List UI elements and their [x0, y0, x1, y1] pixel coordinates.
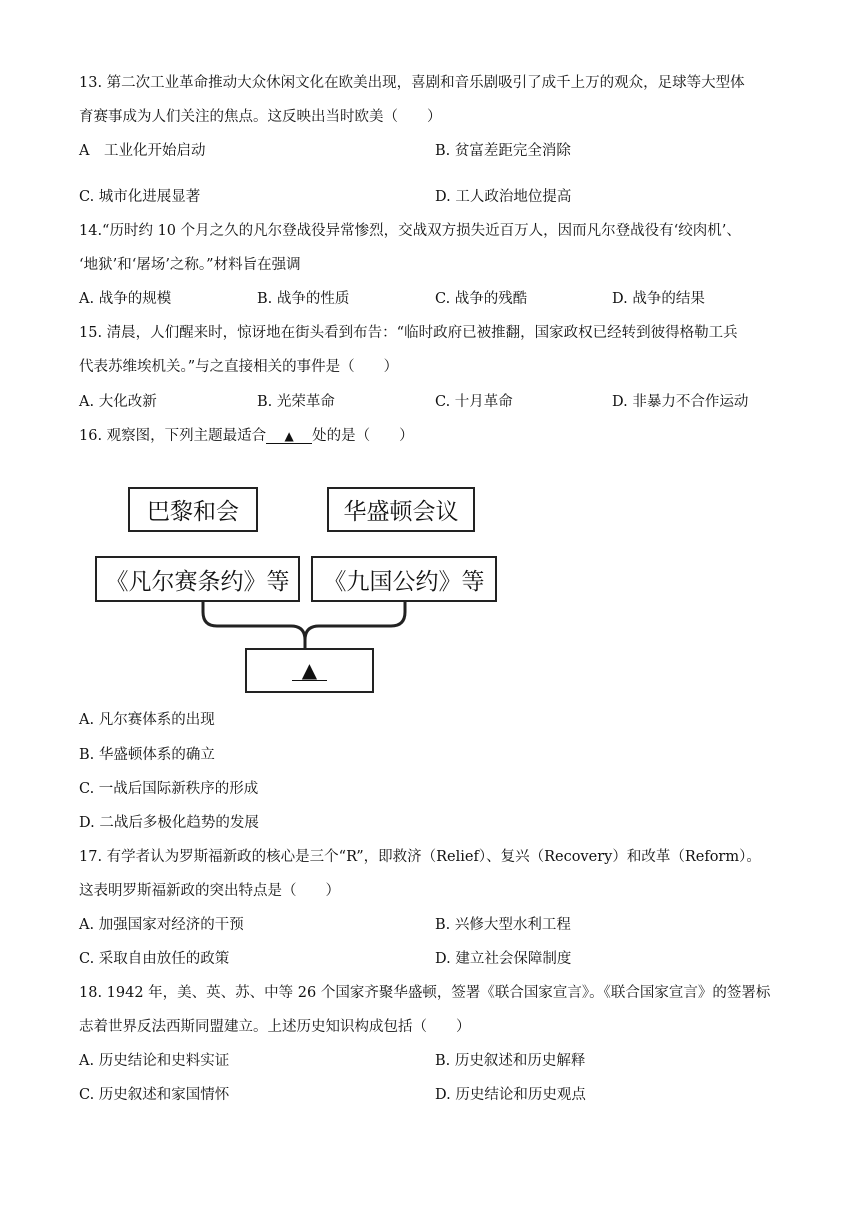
q15-stem-line2: 代表苏维埃机关。”与之直接相关的事件是（ ） [79, 359, 399, 375]
q13-option-a[interactable]: A 工业化开始启动 [79, 143, 206, 159]
q17-option-d[interactable]: D. 建立社会保障制度 [435, 951, 572, 967]
q14-stem-line1: 14.“历时约 10 个月之久的凡尔登战役异常惨烈，交战双方损失近百万人，因而凡尔登战役有‘绞肉机’、 [79, 223, 741, 239]
q16-option-a[interactable]: A. 凡尔赛体系的出现 [79, 712, 215, 728]
diagram-box-washington-conference: 华盛顿会议 [327, 487, 475, 532]
q13-option-d[interactable]: D. 工人政治地位提高 [435, 189, 572, 205]
q13-stem-line2: 育赛事成为人们关注的焦点。这反映出当时欧美（ ） [79, 109, 442, 125]
q18-stem-line1: 18. 1942 年，美、英、苏、中等 26 个国家齐聚华盛顿，签署《联合国家宣言》。《联合国家宣言》的签署标 [79, 985, 771, 1001]
diagram-box-paris-conference: 巴黎和会 [128, 487, 258, 532]
q16-stem [79, 426, 414, 446]
diagram-box-versailles-treaty: 《凡尔赛条约》等 [95, 556, 300, 602]
q16-option-d[interactable]: D. 二战后多极化趋势的发展 [79, 815, 259, 831]
triangle-icon: ▲ [292, 660, 327, 681]
q15-option-b[interactable]: B. 光荣革命 [257, 394, 335, 410]
diagram-box-answer [245, 648, 374, 693]
q14-option-c[interactable]: C. 战争的残酷 [435, 291, 528, 307]
q17-stem-line1: 17. 有学者认为罗斯福新政的核心是三个“R”，即救济（Relief）、复兴（Recovery）和改革（Reform）。 [79, 849, 761, 865]
q15-option-a[interactable]: A. 大化改新 [79, 394, 157, 410]
q13-option-b[interactable]: B. 贫富差距完全消除 [435, 143, 571, 159]
q15-option-d[interactable]: D. 非暴力不合作运动 [612, 394, 749, 410]
q16-blank: ▲ [266, 429, 312, 444]
q18-option-b[interactable]: B. 历史叙述和历史解释 [435, 1053, 586, 1069]
connector-right [305, 600, 405, 640]
connector-left [203, 600, 305, 648]
q13-option-c[interactable]: C. 城市化进展显著 [79, 189, 201, 205]
q15-option-c[interactable]: C. 十月革命 [435, 394, 513, 410]
q13-stem-line1: 13. 第二次工业革命推动大众休闲文化在欧美出现，喜剧和音乐剧吸引了成千上万的观众，足球等大型体 [79, 75, 745, 91]
q14-option-b[interactable]: B. 战争的性质 [257, 291, 350, 307]
q17-option-c[interactable]: C. 采取自由放任的政策 [79, 951, 230, 967]
q16-option-c[interactable]: C. 一战后国际新秩序的形成 [79, 781, 259, 797]
diagram-box-nine-power-treaty: 《九国公约》等 [311, 556, 497, 602]
q18-option-d[interactable]: D. 历史结论和历史观点 [435, 1087, 586, 1103]
q14-option-d[interactable]: D. 战争的结果 [612, 291, 705, 307]
q15-stem-line1: 15. 清晨，人们醒来时，惊讶地在街头看到布告：“临时政府已被推翻，国家政权已经转到彼得格勒工兵 [79, 325, 738, 341]
q17-option-a[interactable]: A. 加强国家对经济的干预 [79, 917, 244, 933]
q18-option-a[interactable]: A. 历史结论和史料实证 [79, 1053, 230, 1069]
q16-option-b[interactable]: B. 华盛顿体系的确立 [79, 747, 215, 763]
q18-option-c[interactable]: C. 历史叙述和家国情怀 [79, 1087, 230, 1103]
q17-stem-line2: 这表明罗斯福新政的突出特点是（ ） [79, 883, 340, 899]
q18-stem-line2: 志着世界反法西斯同盟建立。上述历史知识构成包括（ ） [79, 1019, 471, 1035]
q14-option-a[interactable]: A. 战争的规模 [79, 291, 172, 307]
q16-stem-suffix: 处的是（ ） [312, 428, 414, 444]
q16-stem-prefix: 16. 观察图，下列主题最适合 [79, 428, 267, 444]
q14-stem-line2: ‘地狱’和‘屠场’之称。”材料旨在强调 [79, 257, 301, 273]
q17-option-b[interactable]: B. 兴修大型水利工程 [435, 917, 571, 933]
